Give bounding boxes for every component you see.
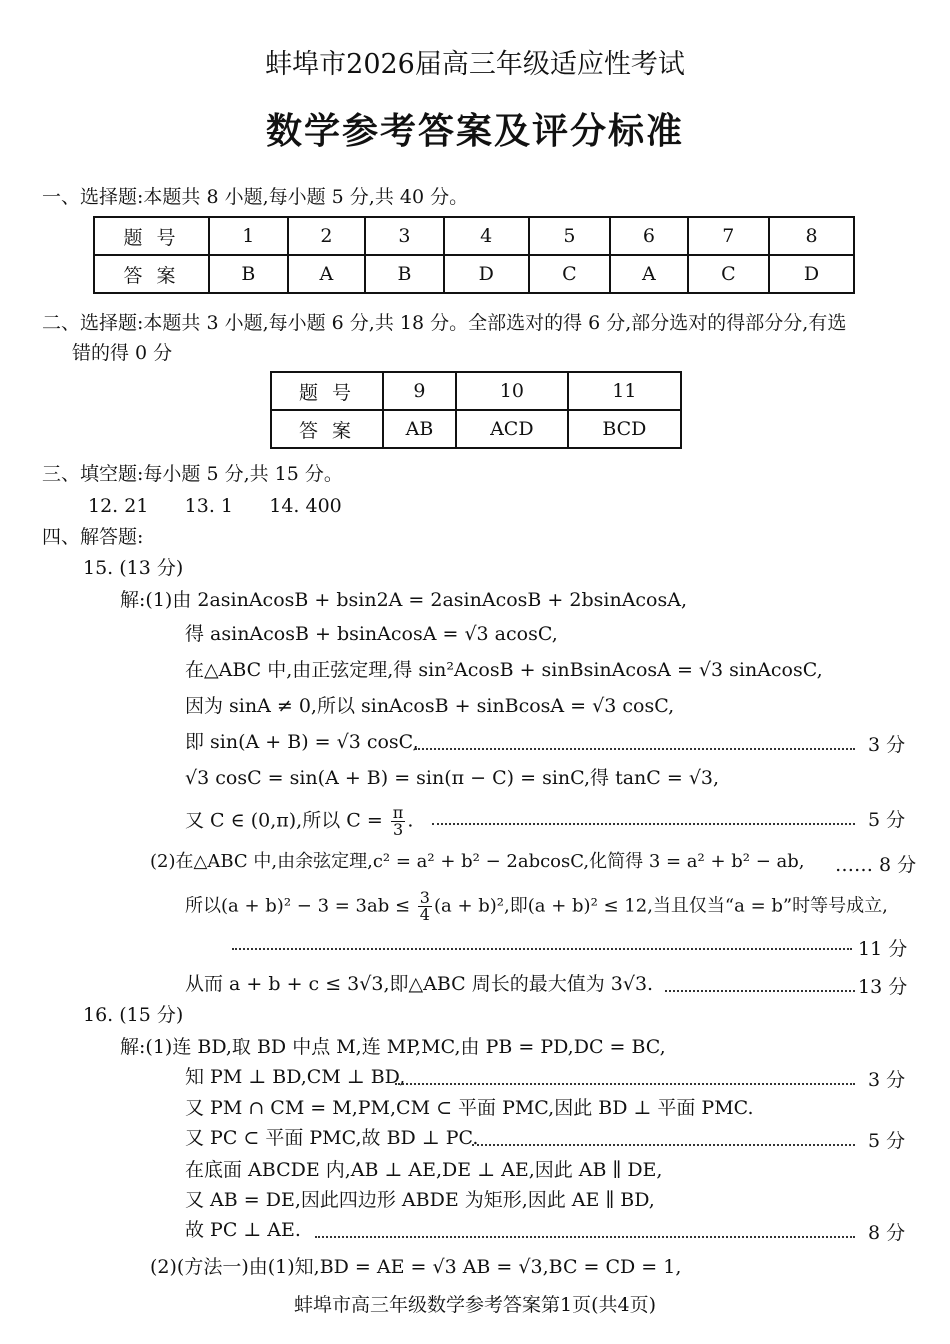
q15-line: 又 C ∈ (0,π),所以 C = $\frac{\pi}{3}$ .: [185, 803, 414, 839]
sec4-heading: 四、解答题:: [42, 526, 144, 548]
q16-line: 又 PM ∩ CM = M,PM,CM ⊂ 平面 PMC,因此 BD ⊥ 平面 PMC.: [185, 1097, 754, 1119]
fraction-numerator: π: [392, 803, 404, 822]
dot-leader: [415, 748, 855, 750]
q16-line: 故 PC ⊥ AE.: [185, 1219, 301, 1241]
fraction: [391, 805, 406, 838]
table-cell: 2: [288, 217, 365, 255]
table-cell: B: [365, 255, 444, 293]
document-subtitle: 数学参考答案及评分标准: [265, 110, 684, 152]
dot-leader: [315, 1236, 855, 1238]
q15-line: 即 sin(A + B) = √3 cosC,: [185, 731, 419, 753]
table-row: [94, 255, 854, 293]
sec1-heading: 一、选择题:本题共 8 小题,每小题 5 分,共 40 分。: [42, 186, 469, 208]
table-cell: C: [529, 255, 610, 293]
score-mark: 5 分: [868, 809, 906, 831]
table-row: [271, 372, 681, 410]
q15-text: 又 C ∈ (0,π),所以 C =: [185, 809, 383, 832]
q16-label: 16. (15 分): [83, 1004, 184, 1026]
q16-line: 在底面 ABCDE 内,AB ⊥ AE,DE ⊥ AE,因此 AB ∥ DE,: [185, 1159, 663, 1181]
q15-line: (2)在△ABC 中,由余弦定理,c² = a² + b² − 2abcosC,化简得 3 = a² + b² − ab,: [150, 851, 805, 872]
q16-line: 又 AB = DE,因此四边形 ABDE 为矩形,因此 AE ∥ BD,: [185, 1189, 655, 1211]
table-cell: AB: [383, 410, 456, 448]
table-cell: BCD: [568, 410, 681, 448]
score-mark: 11 分: [858, 938, 908, 960]
sec1-answer-table: [93, 216, 855, 294]
q15-line: 解:(1)由 2asinAcosB + bsin2A = 2asinAcosB + 2bsinAcosA,: [120, 589, 688, 611]
sec3-heading: 三、填空题:每小题 5 分,共 15 分。: [42, 463, 343, 485]
table-cell: 7: [688, 217, 769, 255]
table-cell: 5: [529, 217, 610, 255]
table-cell: 1: [209, 217, 288, 255]
table-cell: 11: [568, 372, 681, 410]
dot-leader: [665, 990, 855, 992]
dot-leader: [232, 948, 852, 950]
fraction: [418, 890, 432, 923]
table-cell: 10: [456, 372, 568, 410]
row-label: 答案: [271, 410, 383, 448]
fraction-denominator: 4: [419, 905, 430, 924]
score-mark: 8 分: [868, 1222, 906, 1244]
q16-line: (2)(方法一)由(1)知,BD = AE = √3 AB = √3,BC = CD = 1,: [150, 1256, 682, 1278]
score-mark: …… 8 分: [835, 854, 917, 876]
q15-text: 所以(a + b)² − 3 = 3ab ≤: [185, 895, 411, 917]
table-cell: B: [209, 255, 288, 293]
table-cell: A: [610, 255, 687, 293]
q16-line: 知 PM ⊥ BD,CM ⊥ BD,: [185, 1066, 406, 1088]
score-mark: 13 分: [858, 976, 908, 998]
table-cell: 4: [444, 217, 529, 255]
dot-leader: [472, 1144, 855, 1146]
q15-line: 在△ABC 中,由正弦定理,得 sin²AcosB + sinBsinAcosA = √3 sinAcosC,: [185, 659, 823, 681]
row-label: 题号: [94, 217, 209, 255]
sec2-answer-table: [270, 371, 682, 449]
table-cell: D: [769, 255, 854, 293]
dot-leader: [432, 823, 855, 825]
q15-line: √3 cosC = sin(A + B) = sin(π − C) = sinC,得 tanC = √3,: [185, 767, 720, 789]
table-cell: C: [688, 255, 769, 293]
table-cell: 3: [365, 217, 444, 255]
dot-leader: [395, 1083, 855, 1085]
table-cell: D: [444, 255, 529, 293]
exam-title: 蚌埠市2026届高三年级适应性考试: [265, 49, 685, 80]
table-cell: 9: [383, 372, 456, 410]
row-label: 答案: [94, 255, 209, 293]
q15-line: 得 asinAcosB + bsinAcosA = √3 acosC,: [185, 623, 558, 645]
table-cell: ACD: [456, 410, 568, 448]
q16-line: 解:(1)连 BD,取 BD 中点 M,连 MP,MC,由 PB = PD,DC = BC,: [120, 1036, 666, 1058]
score-mark: 5 分: [868, 1130, 906, 1152]
fraction-denominator: 3: [392, 820, 404, 839]
sec2-heading: 二、选择题:本题共 3 小题,每小题 6 分,共 18 分。全部选对的得 6 分,部分选对的得部分分,有选: [42, 312, 847, 334]
q15-line: [185, 890, 888, 923]
table-cell: 8: [769, 217, 854, 255]
score-mark: 3 分: [868, 734, 906, 756]
sec2-heading-cont: 错的得 0 分: [72, 342, 173, 364]
q15-text: (a + b)²,即(a + b)² ≤ 12,当且仅当“a = b”时等号成立,: [433, 895, 888, 917]
table-row: [94, 217, 854, 255]
table-cell: A: [288, 255, 365, 293]
table-cell: 6: [610, 217, 687, 255]
q15-label: 15. (13 分): [83, 557, 184, 579]
page-footer: 蚌埠市高三年级数学参考答案第1页(共4页): [293, 1294, 656, 1316]
q16-line: 又 PC ⊂ 平面 PMC,故 BD ⊥ PC.: [185, 1127, 479, 1149]
fraction-numerator: 3: [419, 888, 430, 907]
row-label: 题号: [271, 372, 383, 410]
q15-line: 从而 a + b + c ≤ 3√3,即△ABC 周长的最大值为 3√3.: [185, 973, 654, 995]
sec3-answers: 12. 21 13. 1 14. 400: [88, 495, 342, 517]
table-row: [271, 410, 681, 448]
q15-line: 因为 sinA ≠ 0,所以 sinAcosB + sinBcosA = √3 cosC,: [185, 695, 675, 717]
score-mark: 3 分: [868, 1069, 906, 1091]
